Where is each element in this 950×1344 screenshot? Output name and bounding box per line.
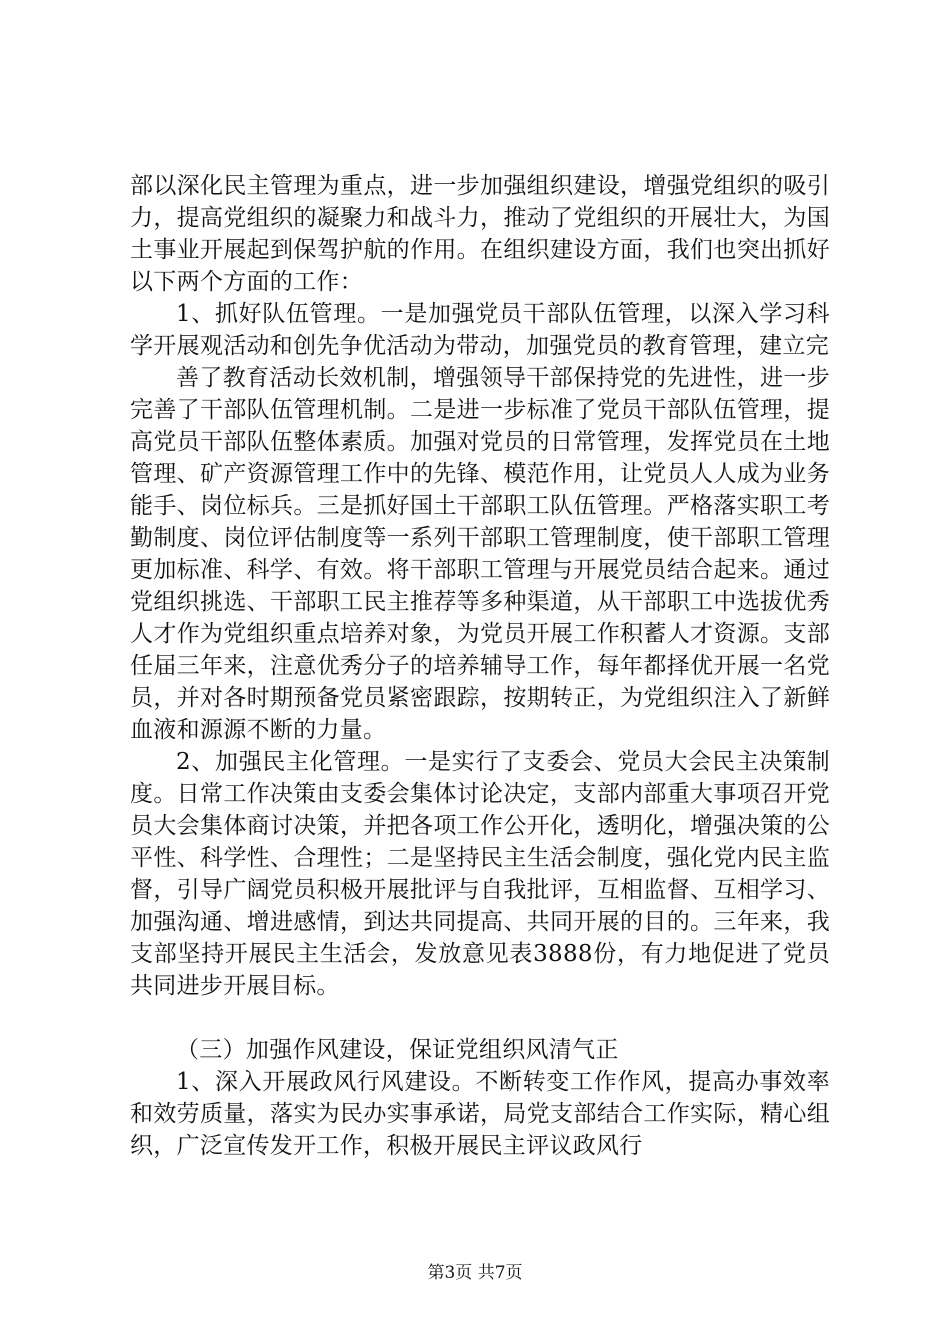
paragraph-1: 部以深化民主管理为重点，进一步加强组织建设，增强党组织的吸引力，提高党组织的凝聚力和战斗力，推动了党组织的开展壮大，为国土事业开展起到保驾护航的作用。在组织建设方面，我们也突出抓好以下两个方面的工作： [130,173,830,295]
paragraph-2: 1、抓好队伍管理。一是加强党员干部队伍管理，以深入学习科学开展观活动和创先争优活动为带动，加强党员的教育管理，建立完 [130,301,830,359]
section-heading: （三）加强作风建设，保证党组织风清气正 [176,1037,619,1063]
paragraph-4: 2、加强民主化管理。一是实行了支委会、党员大会民主决策制度。日常工作决策由支委会集体讨论决定，支部内部重大事项召开党员大会集体商讨决策，并把各项工作公开化，透明化，增强决策的公平性、科学性、合理性；二是坚持民主生活会制度，强化党内民主监督，引导广阔党员积极开展批评与自我批评，互相监督、互相学习、加强沟通、增进感情，到达共同提高、共同开展的目的。三年来，我支部坚持开展民主生活会，发放意见表3888份，有力地促进了党员共同进步开展目标。 [130,749,830,999]
paragraph-5: 1、深入开展政风行风建设。不断转变工作作风，提高办事效率和效劳质量，落实为民办实事承诺，局党支部结合工作实际，精心组织，广泛宣传发开工作，积极开展民主评议政风行 [130,1069,830,1159]
document-body [130,170,830,1162]
paragraph-3: 善了教育活动长效机制，增强领导干部保持党的先进性，进一步完善了干部队伍管理机制。二是进一步标准了党员干部队伍管理，提高党员干部队伍整体素质。加强对党员的日常管理，发挥党员在土地管理、矿产资源管理工作中的先锋、模范作用，让党员人人成为业务能手、岗位标兵。三是抓好国土干部职工队伍管理。严格落实职工考勤制度、岗位评估制度等一系列干部职工管理制度，使干部职工管理更加标准、科学、有效。将干部职工管理与开展党员结合起来。通过党组织挑选、干部职工民主推荐等多种渠道，从干部职工中选拔优秀人才作为党组织重点培养对象，为党员开展工作积蓄人才资源。支部任届三年来，注意优秀分子的培养辅导工作，每年都择优开展一名党员，并对各时期预备党员紧密跟踪，按期转正，为党组织注入了新鲜血液和源源不断的力量。 [130,365,830,743]
page-footer: 第3页 共7页 [427,1263,523,1283]
